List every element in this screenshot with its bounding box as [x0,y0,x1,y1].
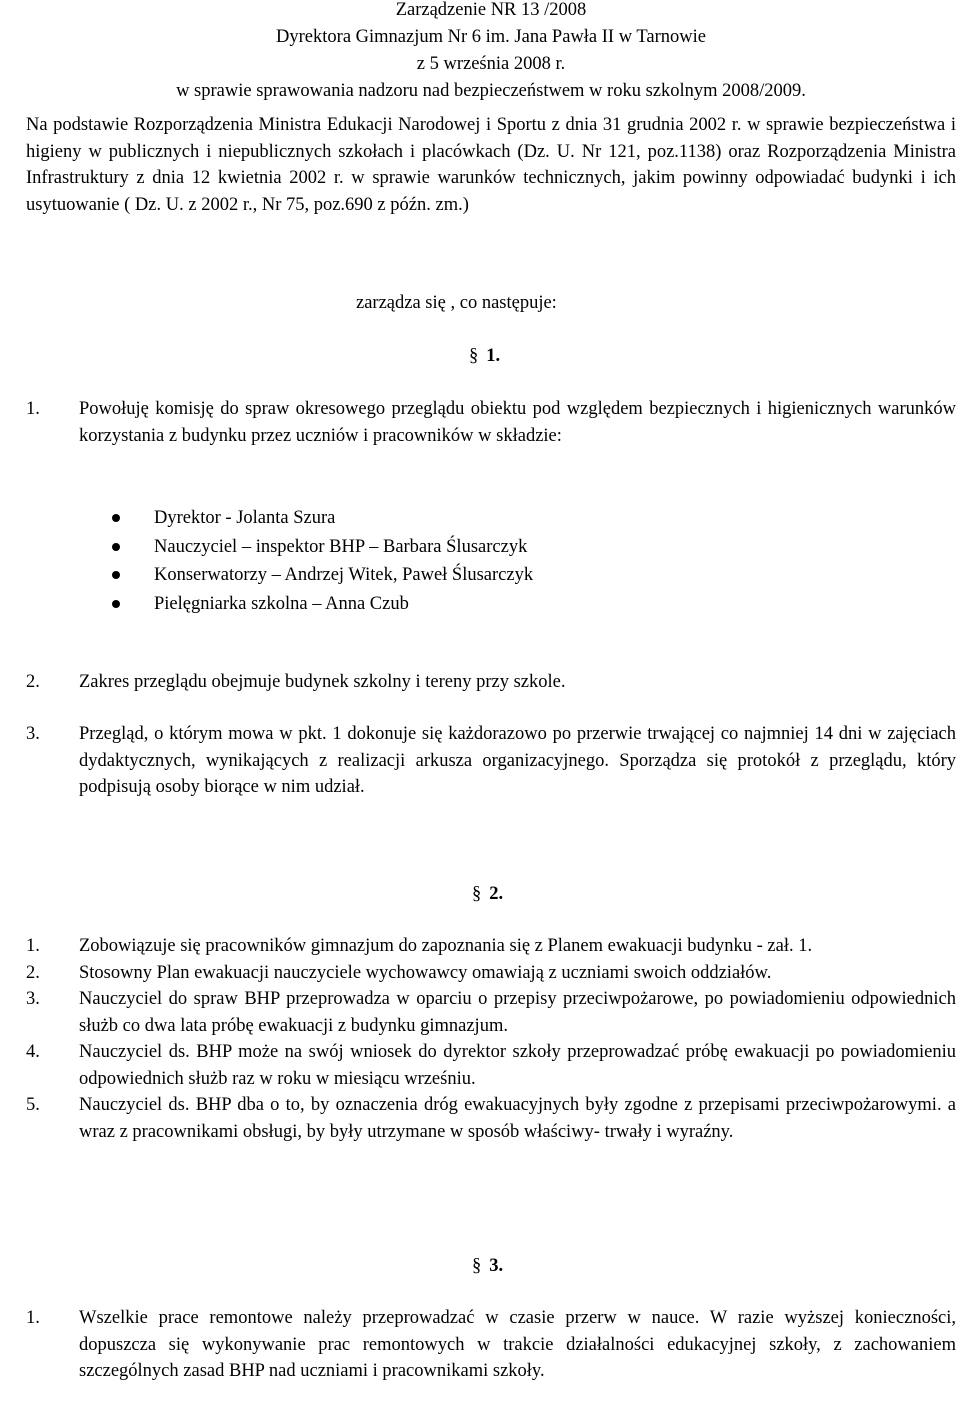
section-1-item-1: 1. Powołuję komisję do spraw okresowego przeglądu obiektu pod względem bezpiecznych i higienicznych warunków korzystania z budynku przez uczniów i pracowników w składzie: [26,399,956,446]
list-item: 2. Stosowny Plan ewakuacji nauczyciele wychowawcy omawiają z uczniami swoich oddziałów. [26,962,772,983]
list-item: 4. Nauczyciel ds. BHP może na swój wniosek do dyrektor szkoły przeprowadzać próbę ewakuacji po powiadomieniu odpowiednich służb raz w roku w miesiącu wrześniu. [26,1042,956,1089]
section-sign: § [469,346,479,366]
decree-phrase: zarządza się , co następuje: [356,293,557,313]
list-item: Nauczyciel – inspektor BHP – Barbara Ślusarczyk [106,533,533,562]
title-line: Zarządzenie NR 13 /2008 [395,0,587,20]
section-1-item-3: 3. Przegląd, o którym mowa w pkt. 1 dokonuje się każdorazowo po przerwie trwającej co najmniej 14 dni w zajęciach dydaktycznych, wynikających z realizacji arkusza organizacyjnego. Sporządza się protokół z przeglądu, który podpisują osoby biorące w nim udział. [26,724,956,797]
issuer-line: Dyrektora Gimnazjum Nr 6 im. Jana Pawła II w Tarnowie [276,27,706,47]
document-page [26,0,956,1381]
bullet-icon [112,543,120,551]
list-item: 5. Nauczyciel ds. BHP dba o to, by oznaczenia dróg ewakuacyjnych były zgodne z przepisami przeciwpożarowymi. a wraz z pracownikami obsługi, by były utrzymane w sposób właściwy- trwały i wyraźny. [26,1095,956,1142]
legal-basis-paragraph: Na podstawie Rozporządzenia Ministra Edukacji Narodowej i Sportu z dnia 31 grudnia 2002 r. w sprawie bezpieczeństwa i higieny w publicznych i niepublicznych szkołach i placówkach (Dz. U. Nr 121, poz.1138) oraz Rozporządzenia Ministra Infrastruktury z dnia 12 kwietnia 2002 r. w sprawie warunków technicznych, jakim powinny odpowiadać budynki i ich usytuowanie ( Dz. U. z 2002 r., Nr 75, poz.690 z późn. zm.) [26,115,956,215]
date-line: z 5 września 2008 r. [416,54,566,74]
section-1-item-2: 2. Zakres przeglądu obejmuje budynek szkolny i tereny przy szkole. [26,672,566,692]
section-sign: § [472,1256,482,1276]
bullet-icon [112,600,120,608]
section-heading-2: § 2. [472,884,504,904]
commission-members-list [106,504,533,618]
list-item: Dyrektor - Jolanta Szura [106,504,533,533]
bullet-icon [112,514,120,522]
list-item: 3. Nauczyciel do spraw BHP przeprowadza w oparciu o przepisy przeciwpożarowe, po powiadomieniu odpowiednich służb co dwa lata próbę ewakuacji z budynku gimnazjum. [26,989,956,1036]
document-header [26,0,956,105]
section-sign: § [472,884,482,904]
bullet-icon [112,571,120,579]
list-item: 1. Zobowiązuje się pracowników gimnazjum do zapoznania się z Planem ewakuacji budynku - zał. 1. [26,936,813,956]
list-item: Konserwatorzy – Andrzej Witek, Paweł Ślusarczyk [106,561,533,590]
subject-line: w sprawie sprawowania nadzoru nad bezpieczeństwem w roku szkolnym 2008/2009. [176,81,806,101]
section-heading-1: § 1. [469,346,501,366]
section-heading-3: § 3. [472,1256,504,1276]
list-item: Pielęgniarka szkolna – Anna Czub [106,590,533,619]
section-2-list [26,933,956,1145]
section-3-item-1: 1. Wszelkie prace remontowe należy przeprowadzać w czasie przerw w nauce. W razie wyższej konieczności, dopuszcza się wykonywanie prac remontowych w trakcie działalności edukacyjnej szkoły, z zachowaniem szczególnych zasad BHP nad uczniami i pracownikami szkoły. [26,1308,956,1381]
